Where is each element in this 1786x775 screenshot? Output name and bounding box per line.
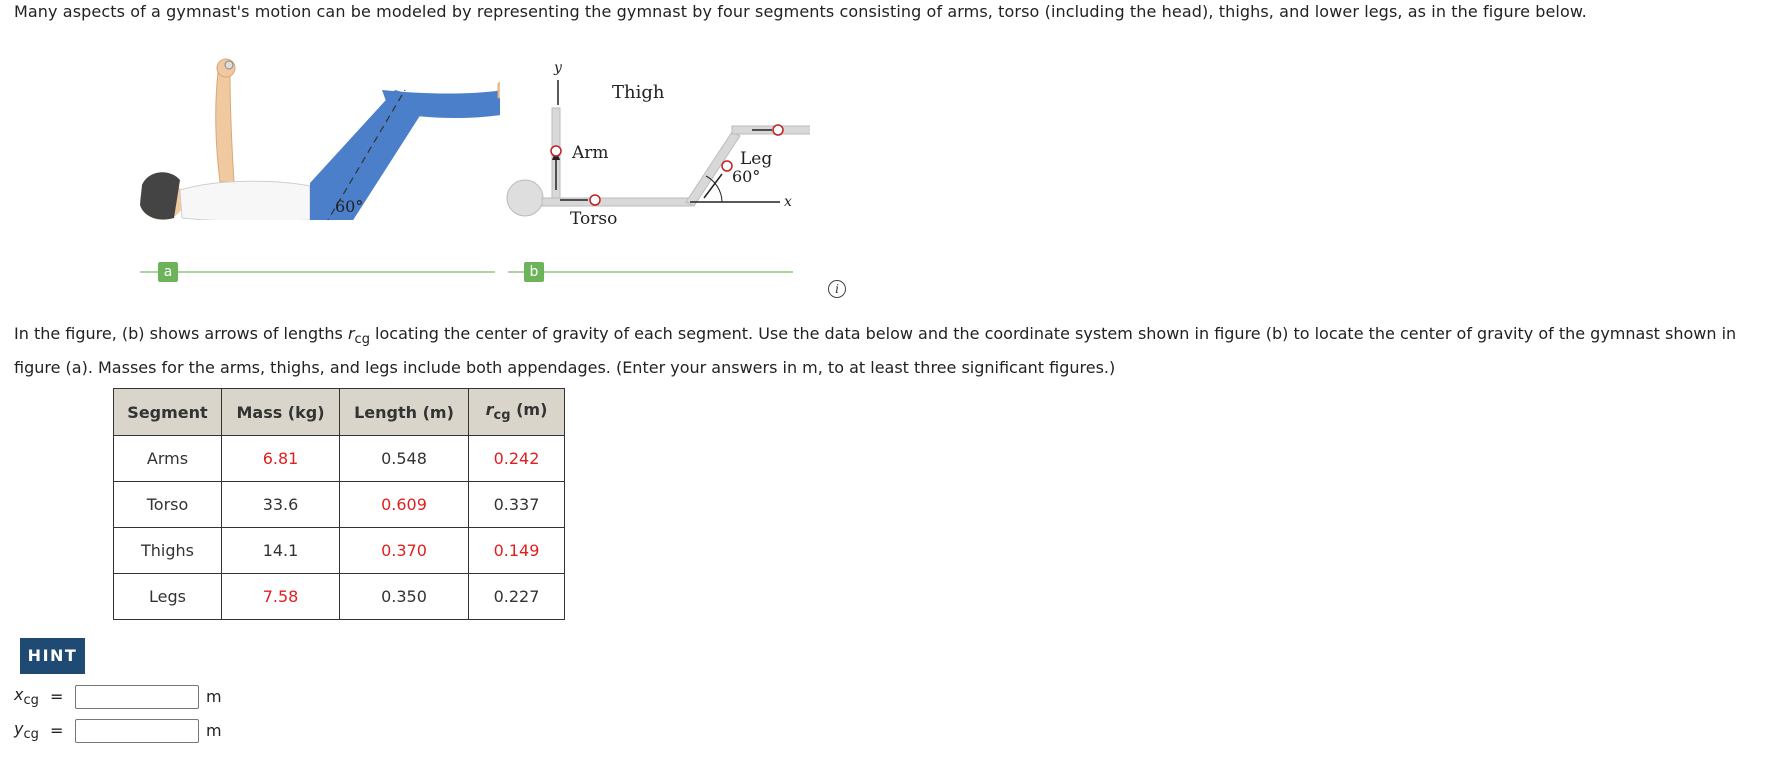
y-cg-input[interactable] — [75, 719, 199, 743]
table-row — [114, 482, 565, 528]
thigh-label: Thigh — [612, 82, 665, 103]
cell-mass: 7.58 — [222, 574, 340, 620]
cell-mass: 33.6 — [222, 482, 340, 528]
info-icon[interactable]: i — [828, 280, 846, 298]
panel-b-rule — [508, 271, 793, 273]
header-segment: Segment — [114, 389, 222, 436]
x-cg-label: $x_{cg}$ — [14, 685, 39, 709]
header-rcg: $r_{cg}$ (m) — [469, 389, 565, 436]
table-header-row — [114, 389, 565, 436]
y-cg-equals: = — [50, 721, 64, 740]
y-cg-label: $y_{cg}$ — [14, 719, 39, 743]
cell-rcg: 0.149 — [469, 528, 565, 574]
y-axis-label: y — [554, 60, 562, 76]
cell-length: 0.370 — [340, 528, 469, 574]
cell-length: 0.609 — [340, 482, 469, 528]
header-length: Length (m) — [340, 389, 469, 436]
x-cg-equals: = — [50, 687, 64, 706]
cell-length: 0.350 — [340, 574, 469, 620]
leg-label: Leg — [740, 149, 773, 169]
hint-button[interactable]: HINT — [20, 638, 85, 674]
segment-data-table — [113, 388, 565, 620]
cell-rcg: 0.337 — [469, 482, 565, 528]
cell-segment: Legs — [114, 574, 222, 620]
table-row — [114, 574, 565, 620]
x-cg-unit: m — [206, 687, 222, 706]
x-cg-input[interactable] — [75, 685, 199, 709]
angle-label-b: 60° — [732, 167, 761, 186]
segment-diagram — [500, 50, 810, 230]
x-axis-label: x — [784, 194, 792, 210]
y-cg-unit: m — [206, 721, 222, 740]
cell-mass: 6.81 — [222, 436, 340, 482]
problem-paragraph: In the figure, (b) shows arrows of lengths $r_{cg}$ locating the center of gravity of each segment. Use the data below and the coordinate system shown in figure (b) to locate the center of gravity of the gymnast shown in figure (a). Masses for the arms, thighs, and legs include both appendages. (Enter your answers in m, to at least three significant figures.) — [14, 324, 1737, 378]
cell-mass: 14.1 — [222, 528, 340, 574]
gymnast-illustration — [130, 50, 500, 220]
table-row — [114, 436, 565, 482]
r-cg-symbol: r — [347, 324, 355, 343]
cell-rcg: 0.227 — [469, 574, 565, 620]
panel-b-tag: b — [524, 262, 544, 282]
panel-a-rule — [140, 271, 495, 273]
cell-segment: Arms — [114, 436, 222, 482]
header-mass: Mass (kg) — [222, 389, 340, 436]
cell-segment: Torso — [114, 482, 222, 528]
cell-rcg: 0.242 — [469, 436, 565, 482]
cell-segment: Thighs — [114, 528, 222, 574]
cell-length: 0.548 — [340, 436, 469, 482]
problem-intro: Many aspects of a gymnast's motion can be modeled by representing the gymnast by four segments consisting of arms, torso (including the head), thighs, and lower legs, as in the figure below. — [14, 2, 1587, 21]
table-row — [114, 528, 565, 574]
torso-label: Torso — [570, 209, 618, 229]
angle-label-a: 60° — [335, 197, 364, 216]
panel-a-tag: a — [158, 262, 178, 282]
arm-label: Arm — [572, 143, 609, 163]
